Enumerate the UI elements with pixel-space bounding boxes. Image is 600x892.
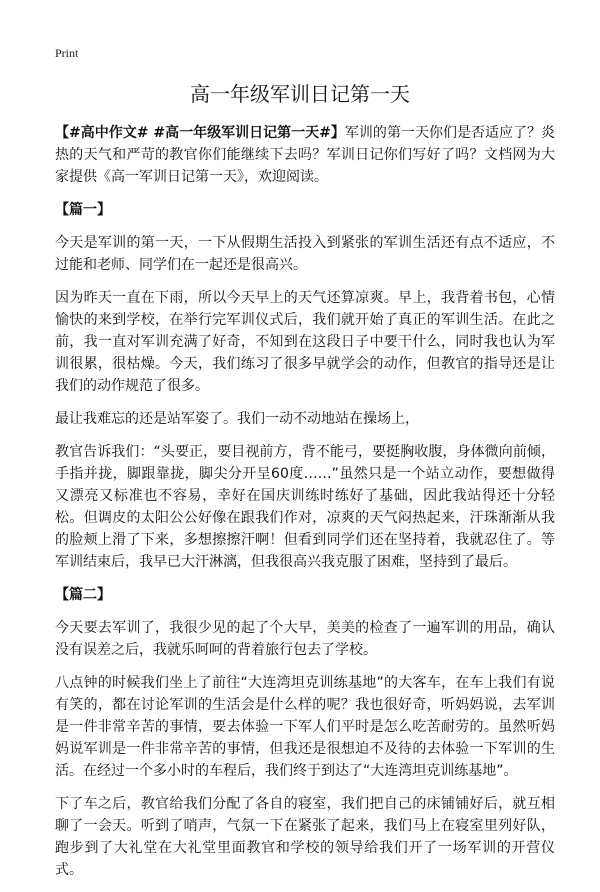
paragraph: 教官告诉我们：“头要正，要目视前方，背不能弓，要挺胸收腹，身体微向前倾，手指并拢，脚跟靠拢，脚尖分开呈60度……”虽然只是一个站立动作，要想做得又漂亮又标准也不容易，幸好在国庆训练时练好了基础，因此我站得还十分轻松。但调皮的太阳公公好像在跟我们作对，凉爽的天气闷热起来，汗珠渐渐从我的脸颊上滑了下来，多想擦擦汗啊！但看到同学们还在坚持着，我就忍住了。等军训结束后，我早已大汗淋漓，但我很高兴我克服了困难，坚持到了最后。 <box>55 444 555 570</box>
section-heading-2: 【篇二】 <box>55 587 111 603</box>
paragraph: 今天要去军训了，我很少见的起了个大早，美美的检查了一遍军训的用品，确认没有误差之后，我就乐呵呵的背着旅行包去了学校。 <box>55 620 555 658</box>
paragraph: 因为昨天一直在下雨，所以今天早上的天气还算凉爽。早上，我背着书包，心情愉快的来到学校，在举行完军训仪式后，我们就开始了真正的军训生活。在此之前，我一直对军训充满了好奇，不知到在这段日子中要干什么，同时我也认为军训很累，很枯燥。今天，我们练习了很多早就学会的动作，但教官的指导还是让我们的动作规范了很多。 <box>55 290 555 394</box>
intro-text: 军训的第一天你们是否适应了？炎热的天气和严苛的教官你们能继续下去吗？军训日记你们写好了吗？文档网为大家提供《高一军训日记第一天》，欢迎阅读。 <box>55 125 556 185</box>
page-title: 高一年级军训日记第一天 <box>190 82 410 106</box>
intro-paragraph <box>55 122 555 188</box>
article-body <box>55 122 555 892</box>
paragraph: 下了车之后，教官给我们分配了各自的寝室，我们把自己的床铺铺好后，就互相聊了一会天。听到了哨声，气氛一下在紧张了起来，我们马上在寝室里列好队，跑步到了大礼堂在大礼堂里面教官和学校的领导给我们开了一场军训的开营仪式。 <box>55 796 555 878</box>
paragraph: 八点钟的时候我们坐上了前往“大连湾坦克训练基地”的大客车，在车上我们有说有笑的，都在讨论军训的生活会是什么样的呢？我也很好奇，听妈妈说，去军训是一件非常辛苦的事情，要去体验一下军人们平时是怎么吃苦耐劳的。虽然听妈妈说军训是一件非常辛苦的事情，但我还是很想迫不及待的去体验一下军训的生活。在经过一个多小时的车程后，我们终于到达了“大连湾坦克训练基地”。 <box>55 675 555 779</box>
paragraph: 今天是军训的第一天，一下从假期生活投入到紧张的军训生活还有点不适应，不过能和老师、同学们在一起还是很高兴。 <box>55 235 555 273</box>
print-link[interactable]: Print <box>55 46 79 60</box>
intro-tag: 【#高中作文# #高一年级军训日记第一天#】 <box>55 125 345 141</box>
paragraph: 最让我难忘的还是站军姿了。我们一动不动地站在操场上， <box>55 411 419 427</box>
section-heading-1: 【篇一】 <box>55 202 111 218</box>
